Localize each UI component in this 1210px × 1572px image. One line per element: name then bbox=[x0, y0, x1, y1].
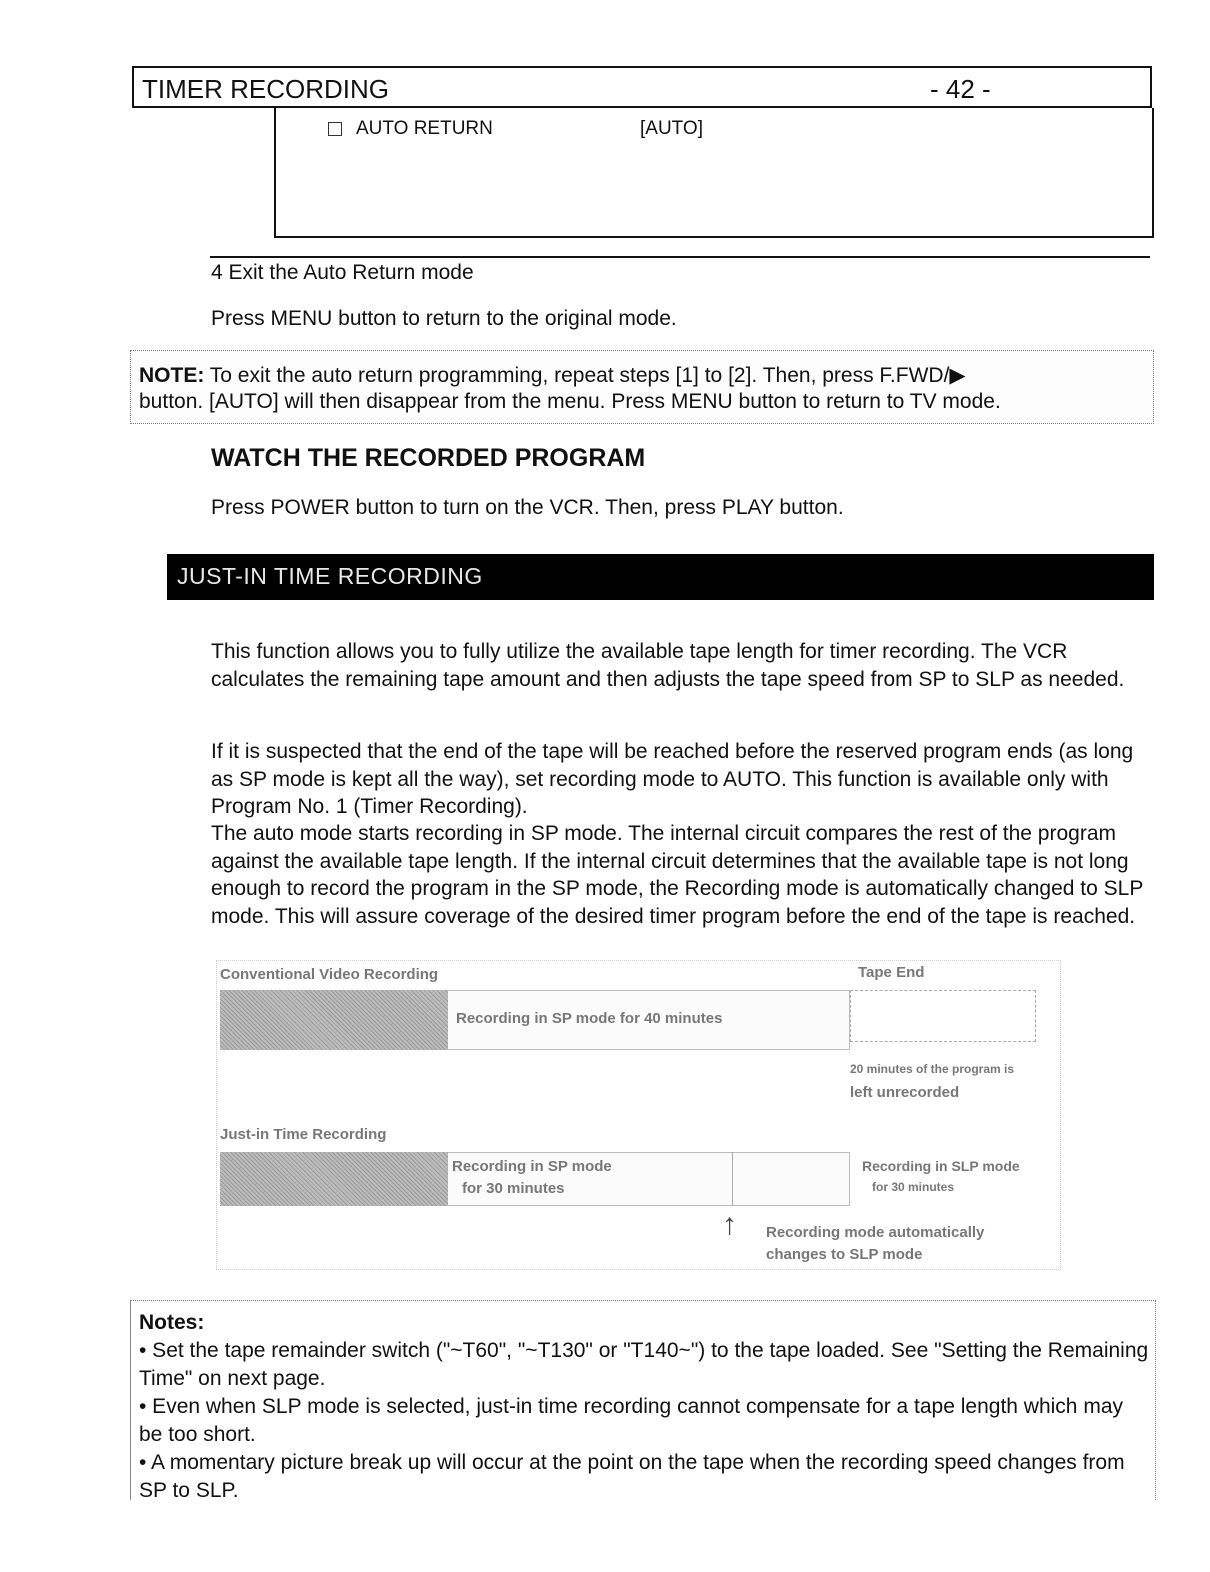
notes-content bbox=[139, 1309, 1151, 1505]
unrecorded-line-2: left unrecorded bbox=[850, 1084, 960, 1101]
step-title: 4 Exit the Auto Return mode bbox=[211, 261, 474, 284]
auto-change-line-1: Recording mode automatically bbox=[766, 1224, 985, 1241]
up-arrow-icon: ↑ bbox=[722, 1208, 737, 1241]
paragraph-2: If it is suspected that the end of the tape will be reached before the reserved program ends (as long as SP mode is kept all the way), set recording mode to AUTO. This function is available only with Program No. 1 (Timer Recording). bbox=[211, 740, 1134, 818]
notes-title: Notes: bbox=[139, 1311, 205, 1334]
jit-label: Just-in Time Recording bbox=[220, 1126, 387, 1143]
step-text: Press MENU button to return to the original mode. bbox=[211, 307, 677, 330]
paragraph-1: This function allows you to fully utilize the available tape length for timer recording. The VCR calculates the remaining tape amount and then adjusts the tape speed from SP to SLP as needed. bbox=[211, 640, 1125, 691]
note-text bbox=[139, 363, 1147, 415]
slp30-line-2: for 30 minutes bbox=[872, 1180, 955, 1194]
auto-change-line-2: changes to SLP mode bbox=[766, 1246, 923, 1263]
page-header bbox=[132, 66, 1152, 108]
menu-item-value: [AUTO] bbox=[640, 118, 703, 139]
conventional-hatched-segment bbox=[220, 990, 448, 1050]
watch-text: Press POWER button to turn on the VCR. Then, press PLAY button. bbox=[211, 496, 844, 519]
sp30-line-1: Recording in SP mode bbox=[452, 1158, 612, 1175]
jit-hatched-segment bbox=[220, 1152, 448, 1206]
divider bbox=[210, 256, 1150, 258]
page-title: TIMER RECORDING bbox=[142, 74, 389, 104]
checkbox-icon bbox=[328, 122, 342, 136]
notes-bullet-3: • A momentary picture break up will occur at the point on the tape when the recording speed changes from SP to SLP. bbox=[139, 1451, 1125, 1502]
sp40-label: Recording in SP mode for 40 minutes bbox=[456, 1010, 723, 1027]
notes-bullet-2: • Even when SLP mode is selected, just-in time recording cannot compensate for a tape length which may be too short. bbox=[139, 1395, 1123, 1446]
unrecorded-line-1: 20 minutes of the program is bbox=[850, 1062, 1015, 1076]
sp30-line-2: for 30 minutes bbox=[462, 1180, 565, 1197]
slp30-line-1: Recording in SLP mode bbox=[862, 1158, 1020, 1174]
unrecorded-box bbox=[850, 990, 1036, 1042]
paragraph-3: The auto mode starts recording in SP mode. The internal circuit compares the rest of the program against the available tape length. If the internal circuit determines that the available tape is not long enough to record the program in the SP mode, the Recording mode is automatically changed to SLP mode. This will assure coverage of the desired timer program before the end of the tape is reached. bbox=[211, 822, 1143, 928]
notes-box bbox=[130, 1300, 1156, 1500]
section-banner bbox=[167, 554, 1154, 600]
recording-diagram bbox=[216, 960, 1061, 1270]
tape-end-label: Tape End bbox=[858, 964, 925, 981]
note-box bbox=[130, 350, 1154, 424]
section-banner-title: JUST-IN TIME RECORDING bbox=[177, 563, 483, 589]
menu-screen bbox=[274, 108, 1154, 238]
note-line-2: button. [AUTO] will then disappear from the menu. Press MENU button to return to TV mode. bbox=[139, 390, 1001, 413]
conventional-label: Conventional Video Recording bbox=[220, 966, 439, 983]
notes-bullet-1: • Set the tape remainder switch ("~T60", "~T130" or "T140~") to the tape loaded. See "Setting the Remaining Time" on next page. bbox=[139, 1339, 1149, 1390]
note-label: NOTE: bbox=[139, 364, 205, 387]
menu-item-label: AUTO RETURN bbox=[356, 118, 493, 139]
page-number: - 42 - bbox=[930, 74, 991, 104]
note-line-1: To exit the auto return programming, repeat steps [1] to [2]. Then, press F.FWD/▶ bbox=[209, 364, 966, 387]
mode-change-divider bbox=[732, 1152, 733, 1206]
section-heading: WATCH THE RECORDED PROGRAM bbox=[211, 444, 646, 472]
